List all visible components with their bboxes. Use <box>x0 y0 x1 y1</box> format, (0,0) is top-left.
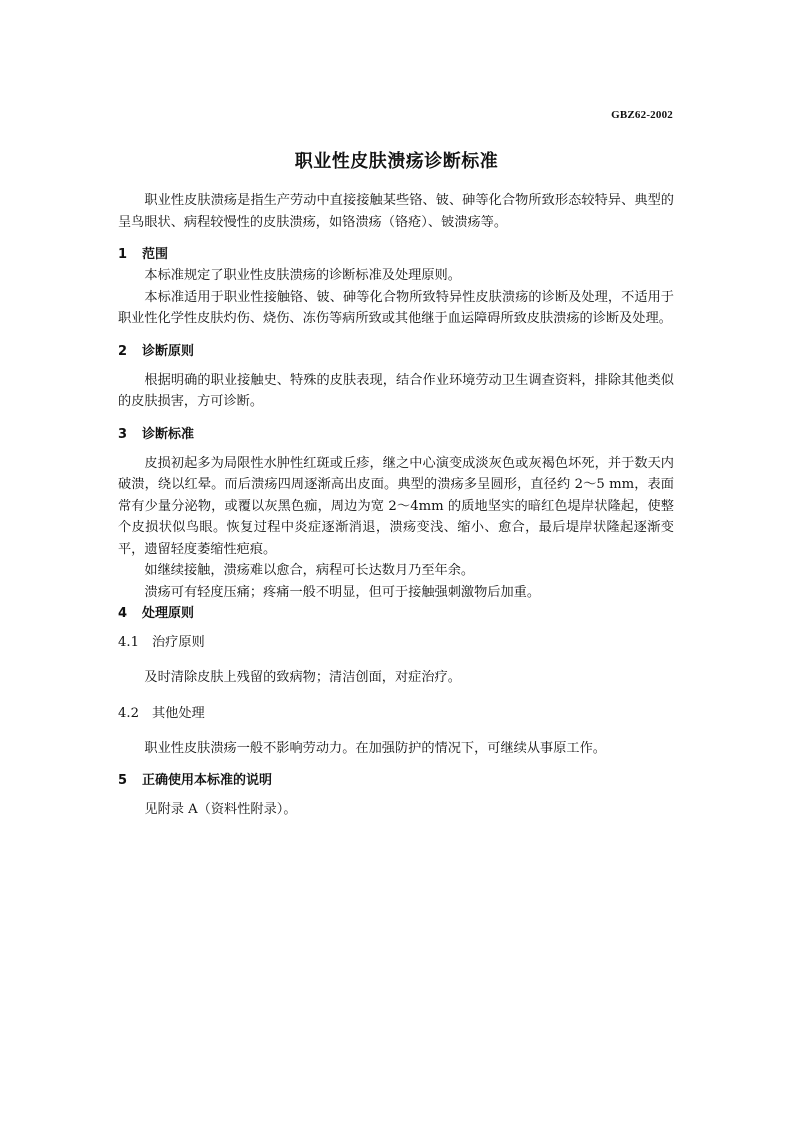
subsection-4-1-paragraph: 及时清除皮肤上残留的致病物；清洁创面，对症治疗。 <box>144 670 461 685</box>
section-3-heading <box>118 424 674 445</box>
section-3-paragraph-1: 皮损初起多为局限性水肿性红斑或丘疹，继之中心演变成淡灰色或灰褐色坏死，并于数天内破溃，绕以红晕。而后溃疡四周逐渐高出皮面。典型的溃疡多呈圆形，直径约 2～5 mm，表面常有少量分泌物，或覆以灰黑色痂，周边为宽 2～4mm 的质地坚实的暗红色堤岸状隆起，使整个皮损状似鸟眼。恢复过程中炎症逐渐消退，溃疡变浅、缩小、愈合，最后堤岸状隆起逐渐变平，遗留轻度萎缩性疤痕。 <box>118 455 674 557</box>
subsection-4-1-heading <box>118 632 674 653</box>
section-number: 2 <box>118 343 128 359</box>
section-number: 4 <box>118 606 128 621</box>
section-title: 处理原则 <box>142 606 195 621</box>
section-number: 5 <box>118 773 128 788</box>
section-title: 诊断原则 <box>142 343 195 359</box>
subsection-title: 其他处理 <box>152 705 205 721</box>
document-body <box>118 190 674 821</box>
section-4-heading <box>118 603 674 624</box>
subsection-4-2-paragraph: 职业性皮肤溃疡一般不影响劳动力。在加强防护的情况下，可继续从事原工作。 <box>144 740 606 756</box>
section-1-paragraph-2: 本标准适用于职业性接触铬、铍、砷等化合物所致特异性皮肤溃疡的诊断及处理，不适用于职业性化学性皮肤灼伤、烧伤、冻伤等病所致或其他继于血运障碍所致皮肤溃疡的诊断及处理。 <box>118 289 674 326</box>
section-5-paragraph: 见附录 A（资料性附录）。 <box>144 802 297 817</box>
subsection-number: 4.2 <box>118 705 139 721</box>
section-2-paragraph-1: 根据明确的职业接触史、特殊的皮肤表现，结合作业环境劳动卫生调查资料，排除其他类似的皮肤损害，方可诊断。 <box>118 372 674 409</box>
section-3-paragraph-3: 溃疡可有轻度压痛；疼痛一般不明显，但可于接触强刺激物后加重。 <box>144 584 541 600</box>
standard-code: GBZ62-2002 <box>611 109 673 121</box>
section-3-paragraph-2: 如继续接触，溃疡难以愈合，病程可长达数月乃至年余。 <box>144 563 475 578</box>
section-1-paragraph-1: 本标准规定了职业性皮肤溃疡的诊断标准及处理原则。 <box>144 268 461 283</box>
section-title: 正确使用本标准的说明 <box>142 773 273 788</box>
subsection-title: 治疗原则 <box>152 635 205 650</box>
page-title: 职业性皮肤溃疡诊断标准 <box>294 151 499 172</box>
intro-paragraph: 职业性皮肤溃疡是指生产劳动中直接接触某些铬、铍、砷等化合物所致形态较特异、典型的呈鸟眼状、病程较慢性的皮肤溃疡，如铬溃疡（铬疮）、铍溃疡等。 <box>118 193 674 230</box>
subsection-4-2-heading <box>118 703 674 724</box>
section-title: 诊断标准 <box>142 426 195 442</box>
subsection-number: 4.1 <box>118 635 139 650</box>
section-number: 1 <box>118 247 128 262</box>
section-number: 3 <box>118 426 128 442</box>
section-5-heading <box>118 770 674 791</box>
section-2-heading <box>118 341 674 362</box>
section-1-heading <box>118 244 674 265</box>
section-title: 范围 <box>142 247 169 262</box>
